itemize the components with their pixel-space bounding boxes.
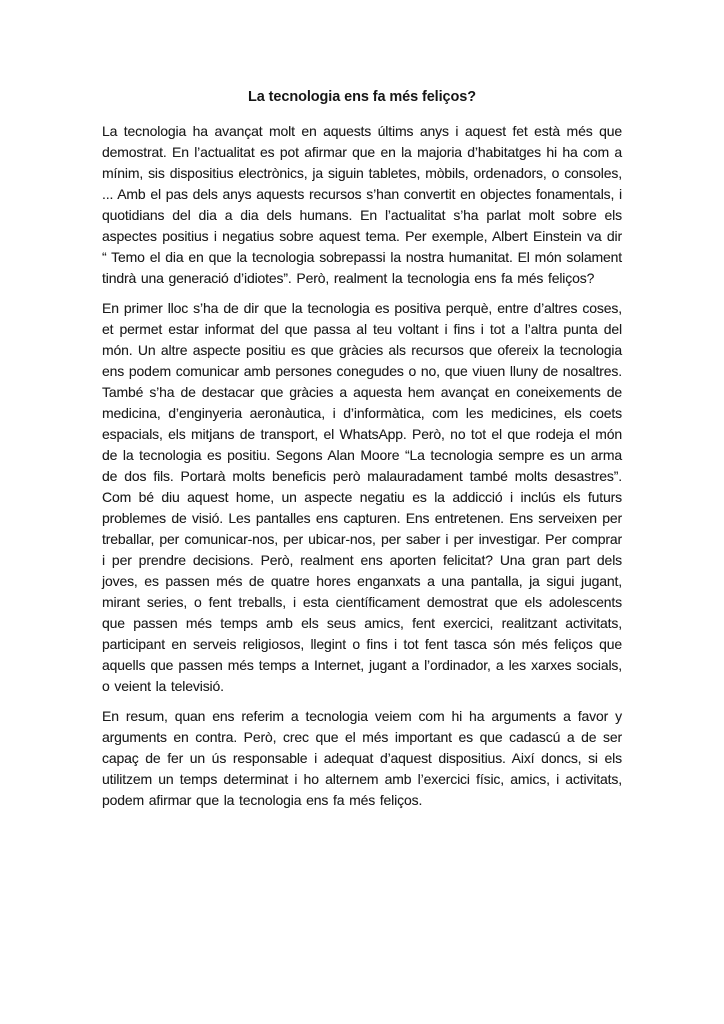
document-title: La tecnologia ens fa més feliços? <box>248 89 476 105</box>
paragraph-body: En primer lloc s’ha de dir que la tecnologia es positiva perquè, entre d’altres coses, et permet estar informat del que passa al teu voltant i fins i tot a l’altra punta del món. Un altre aspecte positiu es que gràcies als recursos que ofereix la tecnologia ens podem comunicar amb persones conegudes o no, que viuen lluny de nosaltres. També s’ha de destacar que gràcies a aquesta hem avançat en coneixements de medicina, d’enginyeria aeronàutica, i d’informàtica, com les medicines, els coets espacials, els mitjans de transport, el WhatsApp. Però, no tot el que rodeja el món de la tecnologia es positiu. Segons Alan Moore “La tecnologia sempre es un arma de dos fils. Portarà molts beneficis però malauradament també molts desastres”. Com bé diu aquest home, un aspecte negatiu es la addicció i inclús els futurs problemes de visió. Les pantalles ens capturen. Ens entretenen. Ens serveixen per treballar, per comunicar-nos, per ubicar-nos, per saber i per investigar. Per comprar i per prendre decisions. Però, realment ens aporten felicitat? Una gran part dels joves, es passen més de quatre hores enganxats a una pantalla, ja sigui jugant, mirant series, o fent treballs, i esta científicament demostrat que els adolescents que passen més temps amb els seus amics, fent exercici, realitzant activitats, participant en serveis religiosos, llegint o fins i tot fent tasca són més feliços que aquells que passen més temps a Internet, jugant a l’ordinador, a les xarxes socials, o veient la televisió. <box>102 300 622 694</box>
paragraph-conclusion: En resum, quan ens referim a tecnologia veiem com hi ha arguments a favor y arguments en contra. Però, crec que el més important es que cadascú a de ser capaç de fer un ús responsable i adequat d’aquest dispositius. Així doncs, si els utilitzem un temps determinat i ho alternem amb l’exercici físic, amics, i activitats, podem afirmar que la tecnologia ens fa més feliços. <box>102 708 622 808</box>
paragraph-intro: La tecnologia ha avançat molt en aquests últims anys i aquest fet està més que demostrat. En l’actualitat es pot afirmar que en la majoria d’habitatges hi ha com a mínim, sis dispositius electrònics, ja siguin tabletes, mòbils, ordenadors, o consoles, ... Amb el pas dels anys aquests recursos s’han convertit en objectes fonamentals, i quotidians del dia a dia dels humans. En l’actualitat s’ha parlat molt sobre els aspectes positius i negatius sobre aquest tema. Per exemple, Albert Einstein va dir “ Temo el dia en que la tecnologia sobrepassi la nostra humanitat. El món solament tindrà una generació d’idiotes”. Però, realment la tecnologia ens fa més feliços? <box>102 123 622 286</box>
